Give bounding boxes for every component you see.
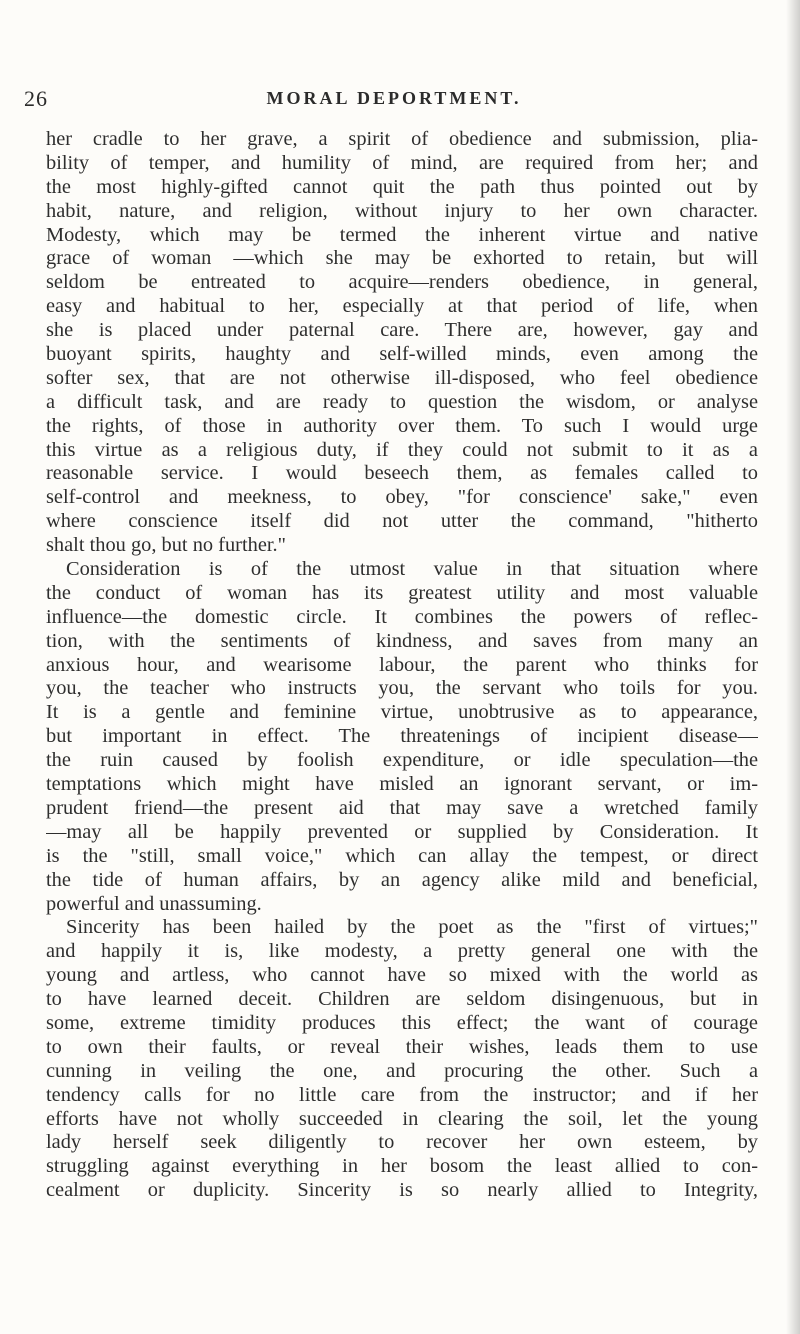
text-line: Modesty, which may be termed the inherent virtue and native (46, 223, 758, 246)
text-line: to own their faults, or reveal their wishes, leads them to use (46, 1035, 758, 1058)
paragraph-start-consideration: Consideration is of the utmost value in that situation where (66, 558, 758, 581)
text-line: cealment or duplicity. Sincerity is so nearly allied to Integrity, (46, 1179, 758, 1202)
text-line: her cradle to her grave, a spirit of obedience and submission, plia- (46, 128, 758, 150)
text-line: prudent friend—the present aid that may save a wretched family (46, 796, 758, 819)
text-line: young and artless, who cannot have so mixed with the world as (46, 964, 758, 987)
text-line: the conduct of woman has its greatest utility and most valuable (46, 581, 758, 604)
text-line: to have learned deceit. Children are seldom disingenuous, but in (46, 988, 758, 1011)
text-line: powerful and unassuming. (46, 892, 262, 915)
text-line: temptations which might have misled an ignorant servant, or im- (46, 773, 758, 796)
text-line: the ruin caused by foolish expenditure, or idle speculation—the (46, 749, 758, 772)
text-line: and happily it is, like modesty, a pretty general one with the (46, 940, 758, 963)
text-line: where conscience itself did not utter the command, "hitherto (46, 510, 758, 533)
text-line: but important in effect. The threatenings of incipient disease— (46, 725, 758, 748)
text-line: anxious hour, and wearisome labour, the parent who thinks for (46, 653, 758, 676)
text-line: is the "still, small voice," which can allay the tempest, or direct (46, 844, 758, 867)
running-title: MORAL DEPORTMENT. (266, 88, 522, 108)
text-line: bility of temper, and humility of mind, are required from her; and (46, 151, 758, 174)
text-line: It is a gentle and feminine virtue, unobtrusive as to appearance, (46, 701, 758, 724)
text-line: buoyant spirits, haughty and self-willed minds, even among the (46, 343, 758, 366)
paragraph-start-sincerity: Sincerity has been hailed by the poet as the "first of virtues;" (66, 916, 758, 939)
body-text (46, 128, 758, 1203)
text-line: self-control and meekness, to obey, "for conscience' sake," even (46, 486, 758, 509)
running-head (24, 86, 764, 120)
page-number: 26 (24, 86, 48, 111)
text-line: the most highly-gifted cannot quit the path thus pointed out by (46, 175, 758, 198)
text-line: easy and habitual to her, especially at that period of life, when (46, 295, 758, 318)
text-line: tion, with the sentiments of kindness, and saves from many an (46, 629, 758, 652)
text-line: grace of woman —which she may be exhorted to retain, but will (46, 247, 758, 270)
text-line: shalt thou go, but no further." (46, 534, 286, 557)
text-line: the rights, of those in authority over them. To such I would urge (46, 414, 758, 437)
text-line: reasonable service. I would beseech them, as females called to (46, 462, 758, 485)
text-line: seldom be entreated to acquire—renders obedience, in general, (46, 271, 758, 294)
text-line: influence—the domestic circle. It combines the powers of reflec- (46, 605, 758, 628)
text-line: this virtue as a religious duty, if they could not submit to it as a (46, 438, 758, 461)
text-line: a difficult task, and are ready to question the wisdom, or analyse (46, 390, 758, 413)
text-line: the tide of human affairs, by an agency alike mild and beneficial, (46, 868, 758, 891)
page-edge-shadow (786, 0, 800, 1334)
text-line: she is placed under paternal care. There are, however, gay and (46, 319, 758, 342)
text-line: some, extreme timidity produces this effect; the want of courage (46, 1011, 758, 1034)
text-line: —may all be happily prevented or supplied by Consideration. It (46, 820, 758, 843)
text-line: habit, nature, and religion, without injury to her own character. (46, 199, 758, 222)
text-line: softer sex, that are not otherwise ill-disposed, who feel obedience (46, 366, 758, 389)
text-line: struggling against everything in her bosom the least allied to con- (46, 1155, 758, 1178)
text-line: efforts have not wholly succeeded in clearing the soil, let the young (46, 1107, 758, 1130)
text-line: cunning in veiling the one, and procuring the other. Such a (46, 1059, 758, 1082)
text-line: lady herself seek diligently to recover her own esteem, by (46, 1131, 758, 1154)
text-line: you, the teacher who instructs you, the servant who toils for you. (46, 677, 758, 700)
text-line: tendency calls for no little care from the instructor; and if her (46, 1083, 758, 1106)
